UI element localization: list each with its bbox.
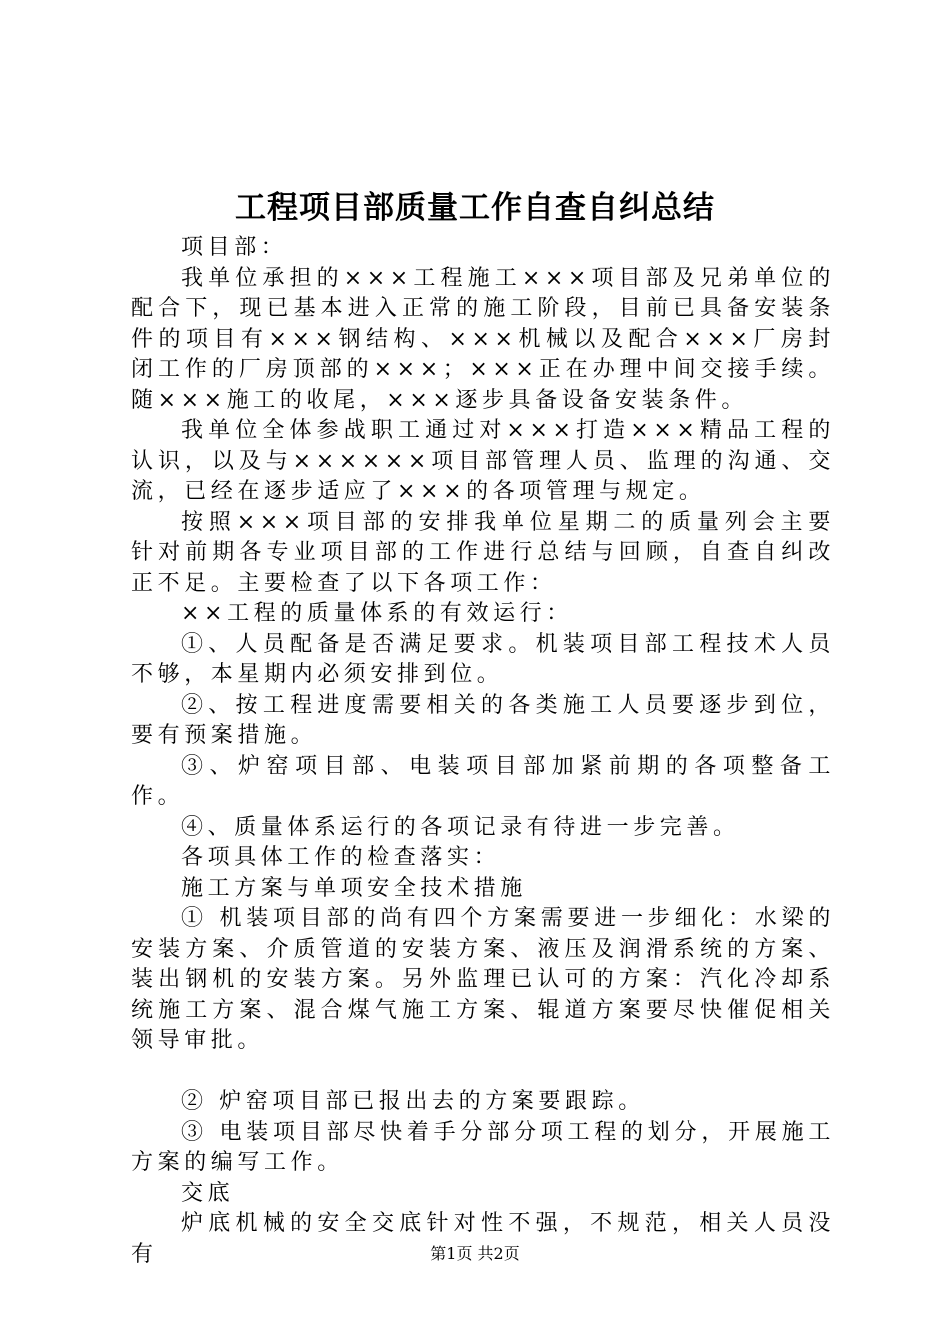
paragraph-plan-2: ② 炉窑项目部已报出去的方案要跟踪。: [181, 1089, 645, 1114]
paragraph-item-4: ④、质量体系运行的各项记录有待进一步完善。: [181, 814, 740, 840]
paragraph-meeting: 按照×××项目部的安排我单位星期二的质量列会主要针对前期各专业项目部的工作进行总结与回顾，自查自纠改正不足。主要检查了以下各项工作：: [131, 509, 835, 596]
paragraph-inspection-heading: 各项具体工作的检查落实：: [181, 845, 501, 870]
paragraph-salutation: 项目部：: [181, 235, 288, 260]
paragraph-briefing: 炉底机械的安全交底针对性不强，不规范，相关人员没有: [131, 1211, 835, 1267]
paragraph-blank: [131, 1057, 835, 1088]
document-body: [131, 233, 835, 1270]
page-footer: 第1页 共2页: [430, 1244, 520, 1263]
paragraph-quality-system-heading: ××工程的质量体系的有效运行：: [181, 601, 573, 626]
document-title: 工程项目部质量工作自查自纠总结: [235, 190, 715, 226]
paragraph-item-1: ①、人员配备是否满足要求。机装项目部工程技术人员不够，本星期内必须安排到位。: [131, 631, 835, 687]
paragraph-plan-3: ③ 电装项目部尽快着手分部分项工程的划分，开展施工方案的编写工作。: [131, 1119, 835, 1175]
paragraph-item-3: ③、炉窑项目部、电装项目部加紧前期的各项整备工作。: [131, 753, 835, 809]
paragraph-plan-heading: 施工方案与单项安全技术措施: [181, 875, 527, 901]
paragraph-intro: 我单位承担的×××工程施工×××项目部及兄弟单位的配合下，现已基本进入正常的施工阶段，目前已具备安装条件的项目有×××钢结构、×××机械以及配合×××厂房封闭工作的厂房顶部的×××；×××正在办理中间交接手续。随×××施工的收尾，×××逐步具备设备安装条件。: [131, 265, 835, 413]
paragraph-briefing-heading: 交底: [181, 1180, 235, 1206]
paragraph-plan-1: ① 机装项目部的尚有四个方案需要进一步细化：水梁的安装方案、介质管道的安装方案、液压及润滑系统的方案、装出钢机的安装方案。另外监理已认可的方案：汽化冷却系统施工方案、混合煤气施工方案、辊道方案要尽快催促相关领导审批。: [131, 906, 835, 1053]
paragraph-item-2: ②、按工程进度需要相关的各类施工人员要逐步到位，要有预案措施。: [131, 692, 835, 748]
paragraph-staff: 我单位全体参战职工通过对×××打造×××精品工程的认识，以及与××××××项目部管理人员、监理的沟通、交流，已经在逐步适应了×××的各项管理与规定。: [131, 418, 835, 504]
